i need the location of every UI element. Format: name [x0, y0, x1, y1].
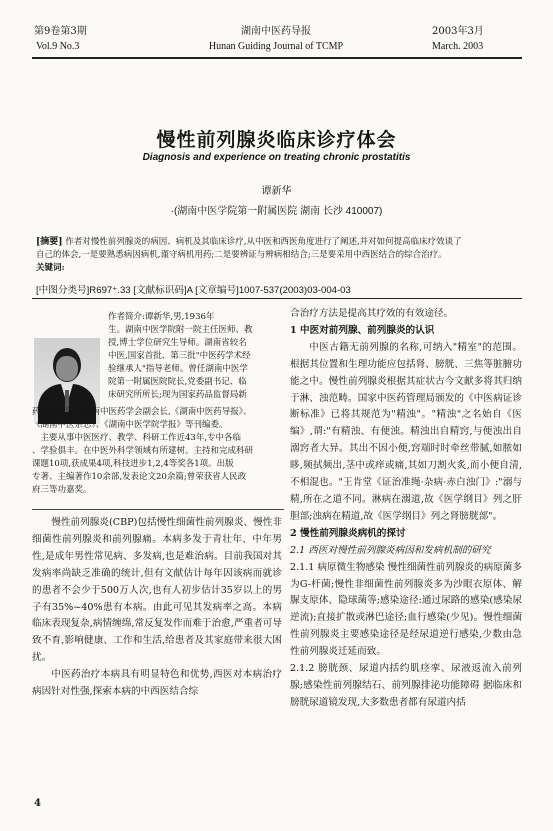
bio-line: 生。湖南中医学院附一院主任医师、教 [108, 325, 253, 335]
header-rule [32, 57, 522, 59]
article-title-en: Diagnosis and experience on treating chronic prostatitis [142, 152, 411, 163]
bio-line: 药评审专家、湖南中医药学会副会长,《湖南中医药导报》、 [32, 407, 252, 417]
author-bio-bottom [32, 406, 284, 497]
bio-line: 床研究所所长;现为国家药品监督局新 [108, 390, 247, 400]
volume-issue-en: Vol.9 No.3 [36, 41, 80, 52]
keywords-label: 关键词: [36, 263, 65, 273]
intro-paragraph-2: 中医药治疗本病具有明显特色和优势,西医对本病治疗病因针对性强,探索本病的中西医结合综 [32, 669, 282, 698]
author-bio-top [108, 311, 283, 402]
journal-name-en: Hunan Guiding Journal of TCMP [208, 41, 344, 52]
bio-line: 《湖南中医杂志》、《湖南中医学院学报》等刊编委。 [32, 420, 228, 430]
abstract-line-1 [36, 236, 526, 249]
issue-date-cn: 2003年3月 [432, 26, 484, 37]
bio-line: 府三等功嘉奖。 [32, 485, 92, 495]
bio-line: 验继承人"指导老师。曾任湖南中医学 [108, 364, 248, 374]
bio-line: 中医,国家首批、第三批"中医药学术经 [108, 351, 251, 361]
bio-line: 授,博士学位研究生导师。湖南省较名 [108, 338, 247, 348]
author-affiliation: ·(湖南中医学院第一附属医院 湖南 长沙 410007) [170, 206, 383, 217]
paragraph-2-1-1: 2.1.1 病原微生物感染 慢性细菌性前列腺炎的病原菌多为G-杆菌;慢性非细菌性前列腺炎多为沙眼衣原体、解脲支原体、隐球菌等;感染途径:通过尿路的感染(感染尿逆流);直接扩散或淋巴途径;血行感染(少见)。慢性细菌性前列腺炎主要感染途径是经尿道逆行感染,少数由急性前列腺炎迁延而致。 [290, 561, 522, 658]
bio-line: 课题10项,获成果4项,科技进步1,2,4等奖各1项。出版 [32, 459, 234, 469]
abstract-text-1: 作者对慢性前列腺炎的病因、病机及其临床诊疗,从中医和西医角度进行了阐述,并对如何提高临床疗效谈了 [65, 237, 462, 247]
bio-line: 院第一附属医院院长,党委副书记、临 [108, 377, 247, 387]
section-heading-1: 1 中医对前列腺、前列腺炎的认识 [290, 324, 435, 336]
bio-line: 、学验俱丰。在中医外科学领域有所建树。主持和完成科研 [32, 446, 254, 456]
abstract-line-2: 自己的体会,一是要熟悉病因病机,谨守病机用药;二是要辨证与辨病相结合;三是要采用中西医结合的综合治疗。 [36, 250, 447, 260]
bio-divider [32, 509, 284, 510]
abstract-label: [摘要] [36, 237, 63, 247]
author-name: 谭新华 [261, 186, 292, 197]
intro-paragraph: 慢性前列腺炎(CBP)包括慢性细菌性前列腺炎、慢性非细菌性前列腺炎和前列腺痛。本病多发于青壮年、中年男性,是成年男性常见病、多发病,也是难治病。目前我国对其发病率尚缺乏准确的统计,但有文献估计每年因该病而就诊的患者不会少于500万人次,也有人初步估计35岁以上的男子有35%~40%患有本病。由此可见其发病率之高。本病临床表现复杂,病情缠绵,常反复发作而难于治愈,严重者可导致不育,影响健康、工作和生活,给患者及其家庭带来很大困扰。 [32, 517, 282, 664]
section-1-paragraph: 中医古籍无前列腺的名称,可纳入"精室"的范围。根据其位置和生理功能应包括肾、膀胱、三焦等脏腑功能之中。慢性前列腺炎根据其症状古今文献多将其归纳于淋、浊范畴。国家中医药管理局颁发的《中医病证诊断标准》已将其规范为"精浊"。"精浊"之名始自《医编》,谓:"有精浊、有便浊。精浊出自精窍,与便浊出自溺窍者大异。其出不因小便,窍端时时牵丝带腻,如脓如眵,频拭频出,茎中或痒或痛,其如刀割火炙,而小便自清,不相混也。"王肯堂《证治准绳·杂病·赤白浊门》:"溺与精,所在之道不同。淋病在溺道,故《医学纲目》列之肝胆部;浊病在精道,故《医学纲目》列之肾膀胱部"。 [290, 341, 522, 522]
issue-date-en: March. 2003 [432, 41, 484, 52]
classification-line: [中图分类号]R697⁺.33 [文献标识码]A [文章编号]1007-537(2003)03-004-03 [36, 285, 351, 296]
abstract [36, 236, 526, 275]
bio-line: 作者简介:谭新华,男,1936年 [108, 312, 215, 322]
page-number: 4 [34, 798, 41, 809]
section-heading-2: 2 慢性前列腺炎病机的探讨 [290, 527, 406, 539]
continued-line: 合治疗方法是提高其疗效的有效途径。 [290, 308, 454, 319]
journal-name-cn: 湖南中医药导报 [241, 26, 311, 37]
paragraph-2-1-2: 2.1.2 膀胱颈、尿道内括约肌痉挛、尿液返流入前列腺;感染性前列腺结石、前列腺排泌功能障碍 据临床和膀胱尿道镜发现,大多数患者都有尿道内括 [290, 663, 522, 708]
right-column [290, 306, 522, 712]
abstract-rule [32, 298, 522, 299]
subsection-heading-2-1: 2.1 西医对慢性前列腺炎病因和发病机制的研究 [290, 544, 491, 556]
volume-issue-cn: 第9卷第3期 [34, 26, 87, 37]
photo-face [56, 356, 78, 381]
bio-line: 专著、主编著作10余部,发表论文20余篇;曾荣获省人民政 [32, 472, 247, 482]
left-column [32, 515, 282, 701]
bio-line: 主要从事中医医疗、教学、科研工作近43年,专中各临 [40, 433, 242, 443]
article-title: 慢性前列腺炎临床诊疗体会 [156, 129, 397, 151]
